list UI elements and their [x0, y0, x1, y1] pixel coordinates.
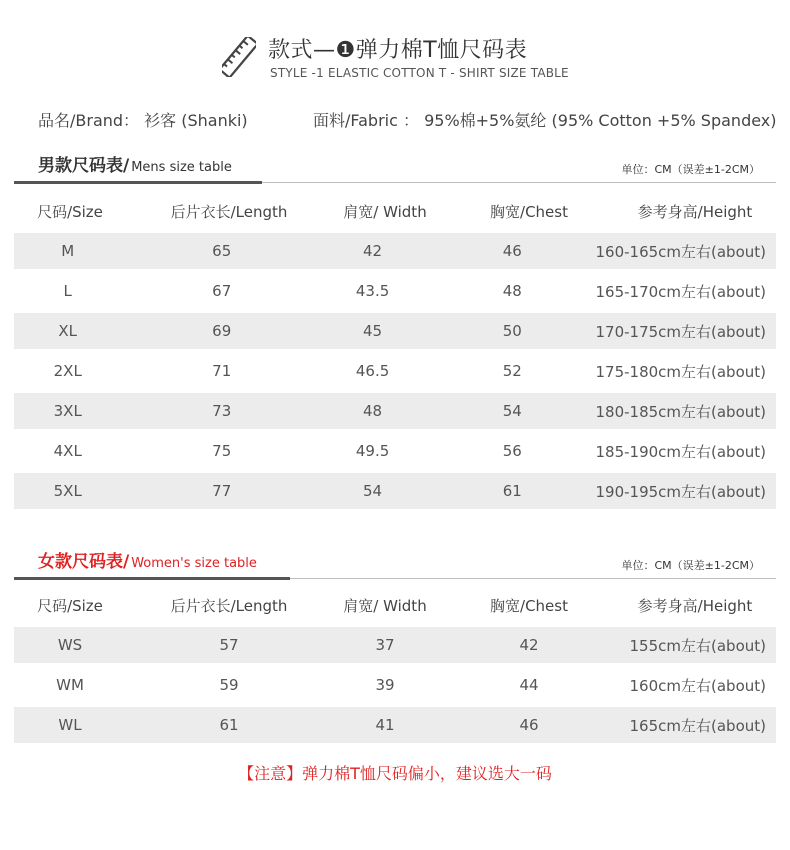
- cell-width: 43.5: [355, 282, 390, 300]
- womens-section-title: [38, 547, 257, 572]
- table-header: [14, 587, 776, 623]
- cell-size: M: [61, 242, 75, 260]
- cell-chest: 42: [519, 636, 539, 654]
- cell-length: 73: [212, 402, 232, 420]
- cell-width: 46.5: [355, 362, 390, 380]
- womens-unit-note: 单位：CM（误差±1-2CM）: [621, 559, 760, 572]
- table-row: [14, 627, 776, 663]
- cell-size: 2XL: [53, 362, 82, 380]
- col-width: 肩宽/ Width: [343, 202, 427, 221]
- table-row: [14, 273, 776, 309]
- col-size: 尺码/Size: [37, 202, 103, 221]
- table-row: [14, 707, 776, 743]
- cell-length: 77: [212, 482, 232, 500]
- col-height: 参考身高/Height: [637, 596, 753, 615]
- brand-info: 品名/Brand： 衫客 (Shanki): [38, 111, 248, 130]
- cell-chest: 54: [502, 402, 522, 420]
- cell-chest: 56: [502, 442, 522, 460]
- mens-unit-note: 单位：CM（误差±1-2CM）: [621, 163, 760, 176]
- cell-width: 42: [363, 242, 383, 260]
- col-width: 肩宽/ Width: [343, 596, 427, 615]
- cell-height: 160-165cm左右(about): [595, 242, 766, 261]
- cell-width: 39: [375, 676, 395, 694]
- table-row: [14, 667, 776, 703]
- cell-height: 165cm左右(about): [629, 716, 766, 735]
- cell-size: L: [63, 282, 72, 300]
- cell-width: 37: [375, 636, 395, 654]
- table-header: [14, 193, 776, 229]
- table-row: [14, 473, 776, 509]
- cell-length: 67: [212, 282, 232, 300]
- cell-chest: 52: [502, 362, 522, 380]
- fabric-info: 面料/Fabric ： 95%棉+5%氨纶 (95% Cotton +5% Spandex): [313, 111, 777, 130]
- cell-length: 57: [219, 636, 239, 654]
- womens-subtitle: Women's size table: [131, 556, 257, 571]
- section-underline: [14, 577, 290, 580]
- cell-width: 41: [375, 716, 395, 734]
- womens-title: 女款尺码表/: [38, 552, 130, 572]
- cell-length: 71: [212, 362, 232, 380]
- cell-width: 54: [363, 482, 383, 500]
- cell-height: 155cm左右(about): [629, 636, 766, 655]
- col-chest: 胸宽/Chest: [490, 202, 568, 221]
- cell-size: XL: [58, 322, 78, 340]
- mens-title: 男款尺码表/: [38, 156, 130, 176]
- mens-section-title: [38, 151, 232, 176]
- section-underline: [14, 181, 262, 184]
- col-size: 尺码/Size: [37, 596, 103, 615]
- cell-size: 5XL: [53, 482, 82, 500]
- cell-size: WS: [57, 636, 83, 654]
- mens-size-table: [14, 193, 776, 513]
- cell-width: 49.5: [355, 442, 390, 460]
- cell-height: 165-170cm左右(about): [595, 282, 766, 301]
- table-row: [14, 433, 776, 469]
- cell-length: 59: [219, 676, 239, 694]
- table-row: [14, 353, 776, 389]
- ruler-icon: [222, 37, 256, 77]
- size-warning-note: 【注意】弹力棉T恤尺码偏小，建议选大一码: [238, 764, 552, 783]
- cell-height: 190-195cm左右(about): [595, 482, 766, 501]
- cell-length: 61: [219, 716, 239, 734]
- cell-size: 3XL: [53, 402, 82, 420]
- table-row: [14, 313, 776, 349]
- cell-length: 65: [212, 242, 232, 260]
- cell-height: 160cm左右(about): [629, 676, 766, 695]
- table-row: [14, 233, 776, 269]
- cell-size: 4XL: [53, 442, 82, 460]
- cell-chest: 61: [502, 482, 522, 500]
- cell-chest: 48: [502, 282, 522, 300]
- cell-height: 185-190cm左右(about): [595, 442, 766, 461]
- cell-size: WL: [58, 716, 82, 734]
- cell-width: 48: [363, 402, 383, 420]
- col-length: 后片衣长/Length: [170, 202, 288, 221]
- womens-size-table: [14, 587, 776, 747]
- cell-height: 180-185cm左右(about): [595, 402, 766, 421]
- col-chest: 胸宽/Chest: [490, 596, 568, 615]
- page-subtitle: STYLE -1 ELASTIC COTTON T - SHIRT SIZE TABLE: [270, 66, 569, 80]
- cell-height: 175-180cm左右(about): [595, 362, 766, 381]
- cell-height: 170-175cm左右(about): [595, 322, 766, 341]
- cell-chest: 46: [502, 242, 522, 260]
- table-row: [14, 393, 776, 429]
- col-height: 参考身高/Height: [637, 202, 753, 221]
- page-title: 款式—❶弹力棉T恤尺码表: [268, 38, 528, 63]
- cell-chest: 46: [519, 716, 539, 734]
- cell-length: 75: [212, 442, 232, 460]
- cell-length: 69: [212, 322, 232, 340]
- mens-subtitle: Mens size table: [131, 160, 232, 175]
- cell-chest: 50: [502, 322, 522, 340]
- cell-size: WM: [56, 676, 84, 694]
- cell-width: 45: [363, 322, 383, 340]
- cell-chest: 44: [519, 676, 539, 694]
- col-length: 后片衣长/Length: [170, 596, 288, 615]
